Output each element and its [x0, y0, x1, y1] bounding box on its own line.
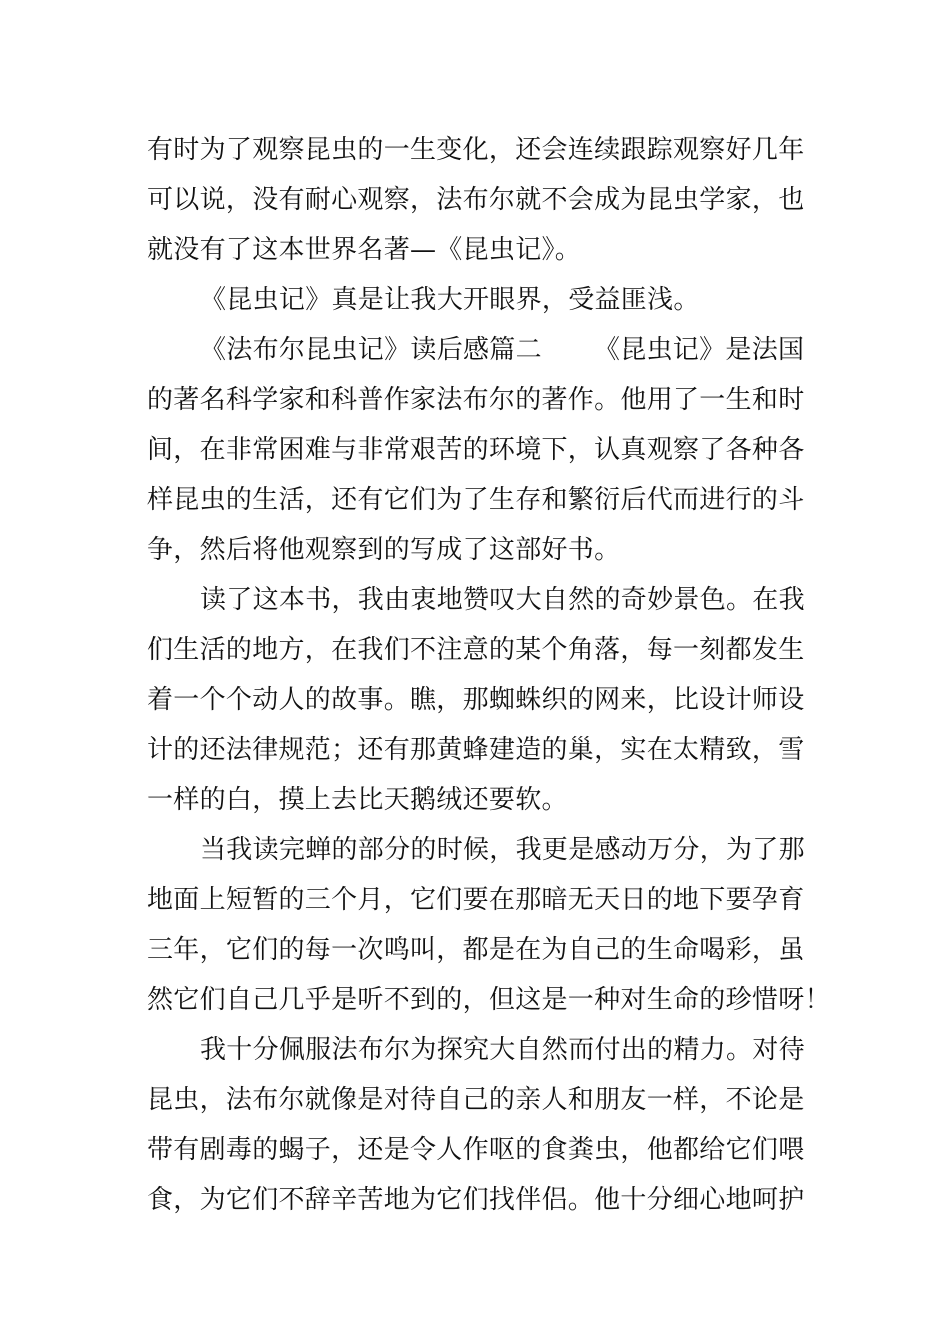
text-line: 当我读完蝉的部分的时候，我更是感动万分，为了那	[200, 835, 805, 865]
text-line: 我十分佩服法布尔为探究大自然而付出的精力。对待	[200, 1035, 805, 1065]
text-line: 然它们自己几乎是听不到的，但这是一种对生命的珍惜呀！	[147, 985, 831, 1015]
text-line: 们生活的地方，在我们不注意的某个角落，每一刻都发生	[147, 635, 805, 665]
text-line: 昆虫，法布尔就像是对待自己的亲人和朋友一样，不论是	[147, 1085, 805, 1115]
text-line: 读了这本书，我由衷地赞叹大自然的奇妙景色。在我	[200, 585, 805, 615]
text-line: 三年，它们的每一次鸣叫，都是在为自己的生命喝彩，虽	[147, 935, 805, 965]
text-line: 有时为了观察昆虫的一生变化，还会连续跟踪观察好几年	[147, 135, 805, 165]
text-line: 一样的白，摸上去比天鹅绒还要软。	[147, 785, 568, 815]
section-heading: 《法布尔昆虫记》读后感篇二	[200, 335, 542, 365]
text-line: 计的还法律规范；还有那黄蜂建造的巢，实在太精致，雪	[147, 735, 805, 765]
text-line: 争，然后将他观察到的写成了这部好书。	[147, 535, 621, 565]
text-line: 可以说，没有耐心观察，法布尔就不会成为昆虫学家，也	[147, 185, 805, 215]
text-line: 着一个个动人的故事。瞧，那蜘蛛织的网来，比设计师设	[147, 685, 805, 715]
section-heading-line	[200, 325, 807, 375]
text-line: 就没有了这本世界名著—《昆虫记》。	[147, 235, 582, 265]
text-line: 《昆虫记》真是让我大开眼界，受益匪浅。	[200, 285, 700, 315]
text-line: 的著名科学家和科普作家法布尔的著作。他用了一生和时	[147, 385, 805, 415]
text-line: 地面上短暂的三个月，它们要在那暗无天日的地下要孕育	[147, 885, 805, 915]
text-line: 食，为它们不辞辛苦地为它们找伴侣。他十分细心地呵护	[147, 1185, 805, 1215]
text-line: 带有剧毒的蝎子，还是令人作呕的食粪虫，他都给它们喂	[147, 1135, 805, 1165]
text-line: 样昆虫的生活，还有它们为了生存和繁衍后代而进行的斗	[147, 485, 805, 515]
text-line: 间，在非常困难与非常艰苦的环境下，认真观察了各种各	[147, 435, 805, 465]
text-line-start: 《昆虫记》是法国	[593, 335, 805, 365]
